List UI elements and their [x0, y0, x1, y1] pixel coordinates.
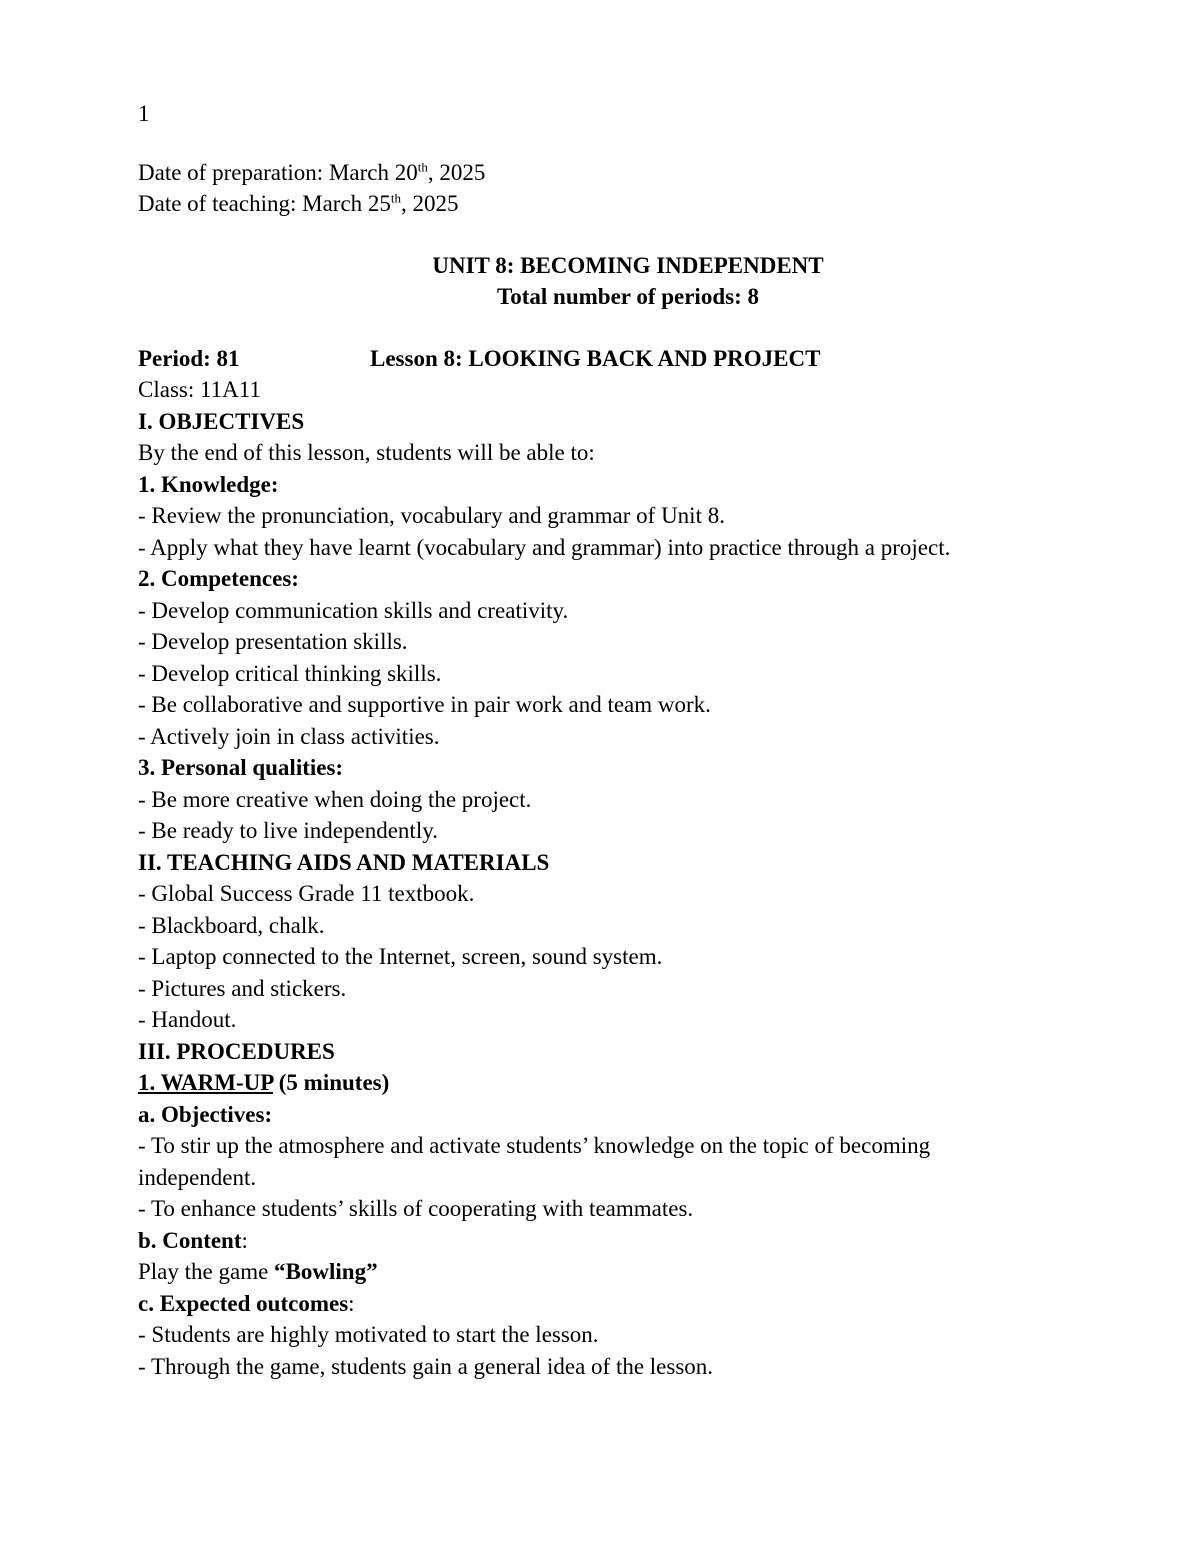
list-item: - Review the pronunciation, vocabulary and grammar of Unit 8.: [138, 503, 725, 528]
list-item: - Blackboard, chalk.: [138, 912, 325, 938]
list-item: - Students are highly motivated to start the lesson.: [138, 1322, 599, 1347]
outcomes-heading-label: c. Expected outcomes: [138, 1290, 349, 1316]
list-item: - Develop critical thinking skills.: [138, 660, 442, 686]
warmup-time: (5 minutes): [273, 1070, 390, 1095]
preparation-date: [138, 157, 1098, 189]
materials-heading: II. TEACHING AIDS AND MATERIALS: [138, 849, 550, 875]
list-item: - Develop presentation skills.: [138, 629, 408, 654]
competences-heading: 2. Competences:: [138, 566, 299, 591]
total-periods: Total number of periods: 8: [497, 284, 759, 309]
list-item: - Handout.: [138, 1007, 237, 1032]
page-number: 1: [138, 101, 150, 126]
teaching-date-sup: th: [390, 190, 402, 206]
warmup-title: 1. WARM-UP: [138, 1070, 274, 1095]
list-item: - Develop communication skills and creativity.: [138, 597, 569, 623]
outcomes-heading-colon: :: [348, 1290, 355, 1316]
objectives-intro: By the end of this lesson, students will be able to:: [138, 440, 595, 465]
list-item: - Apply what they have learnt (vocabulary and grammar) into practice through a project.: [138, 534, 951, 560]
period-label: Period: 81: [138, 345, 240, 371]
knowledge-heading: 1. Knowledge:: [138, 471, 279, 497]
game-name: “Bowling”: [274, 1259, 378, 1284]
list-item: - Be collaborative and supportive in pair work and team work.: [138, 692, 711, 717]
list-item: - To stir up the atmosphere and activate students’ knowledge on the topic of becoming independent.: [138, 1133, 931, 1190]
list-item: - Through the game, students gain a general idea of the lesson.: [138, 1353, 714, 1379]
list-item: - Actively join in class activities.: [138, 723, 440, 749]
preparation-date-label: Date of preparation: March 20: [138, 159, 418, 185]
warmup-heading: [138, 1067, 1098, 1099]
qualities-heading: 3. Personal qualities:: [138, 755, 344, 780]
lesson-title: Lesson 8: LOOKING BACK AND PROJECT: [370, 345, 821, 371]
preparation-date-year: , 2025: [427, 159, 486, 185]
period-lesson-row: [138, 343, 1098, 375]
content-heading-label: b. Content: [138, 1227, 242, 1253]
document-page: [138, 98, 1098, 1382]
content-heading-colon: :: [241, 1227, 248, 1253]
teaching-date-year: , 2025: [401, 191, 459, 216]
content-prefix: Play the game: [138, 1259, 275, 1284]
list-item: - Laptop connected to the Internet, screen, sound system.: [138, 944, 663, 969]
objectives-heading: I. OBJECTIVES: [138, 408, 305, 434]
content-text: [138, 1256, 1098, 1288]
warmup-objectives-heading: a. Objectives:: [138, 1101, 273, 1127]
list-item: - To enhance students’ skills of cooperating with teammates.: [138, 1196, 694, 1221]
preparation-date-sup: th: [417, 158, 428, 174]
list-item: - Be more creative when doing the project.: [138, 786, 532, 812]
teaching-date-label: Date of teaching: March 25: [138, 191, 391, 216]
list-item: - Global Success Grade 11 textbook.: [138, 881, 475, 906]
procedures-heading: III. PROCEDURES: [138, 1038, 335, 1064]
class-label: Class: 11A11: [138, 377, 261, 402]
content-heading: [138, 1225, 1098, 1257]
unit-title: UNIT 8: BECOMING INDEPENDENT: [432, 252, 824, 278]
teaching-date: [138, 188, 1098, 220]
outcomes-heading: [138, 1288, 1098, 1320]
list-item: - Be ready to live independently.: [138, 818, 438, 843]
list-item: - Pictures and stickers.: [138, 975, 347, 1001]
